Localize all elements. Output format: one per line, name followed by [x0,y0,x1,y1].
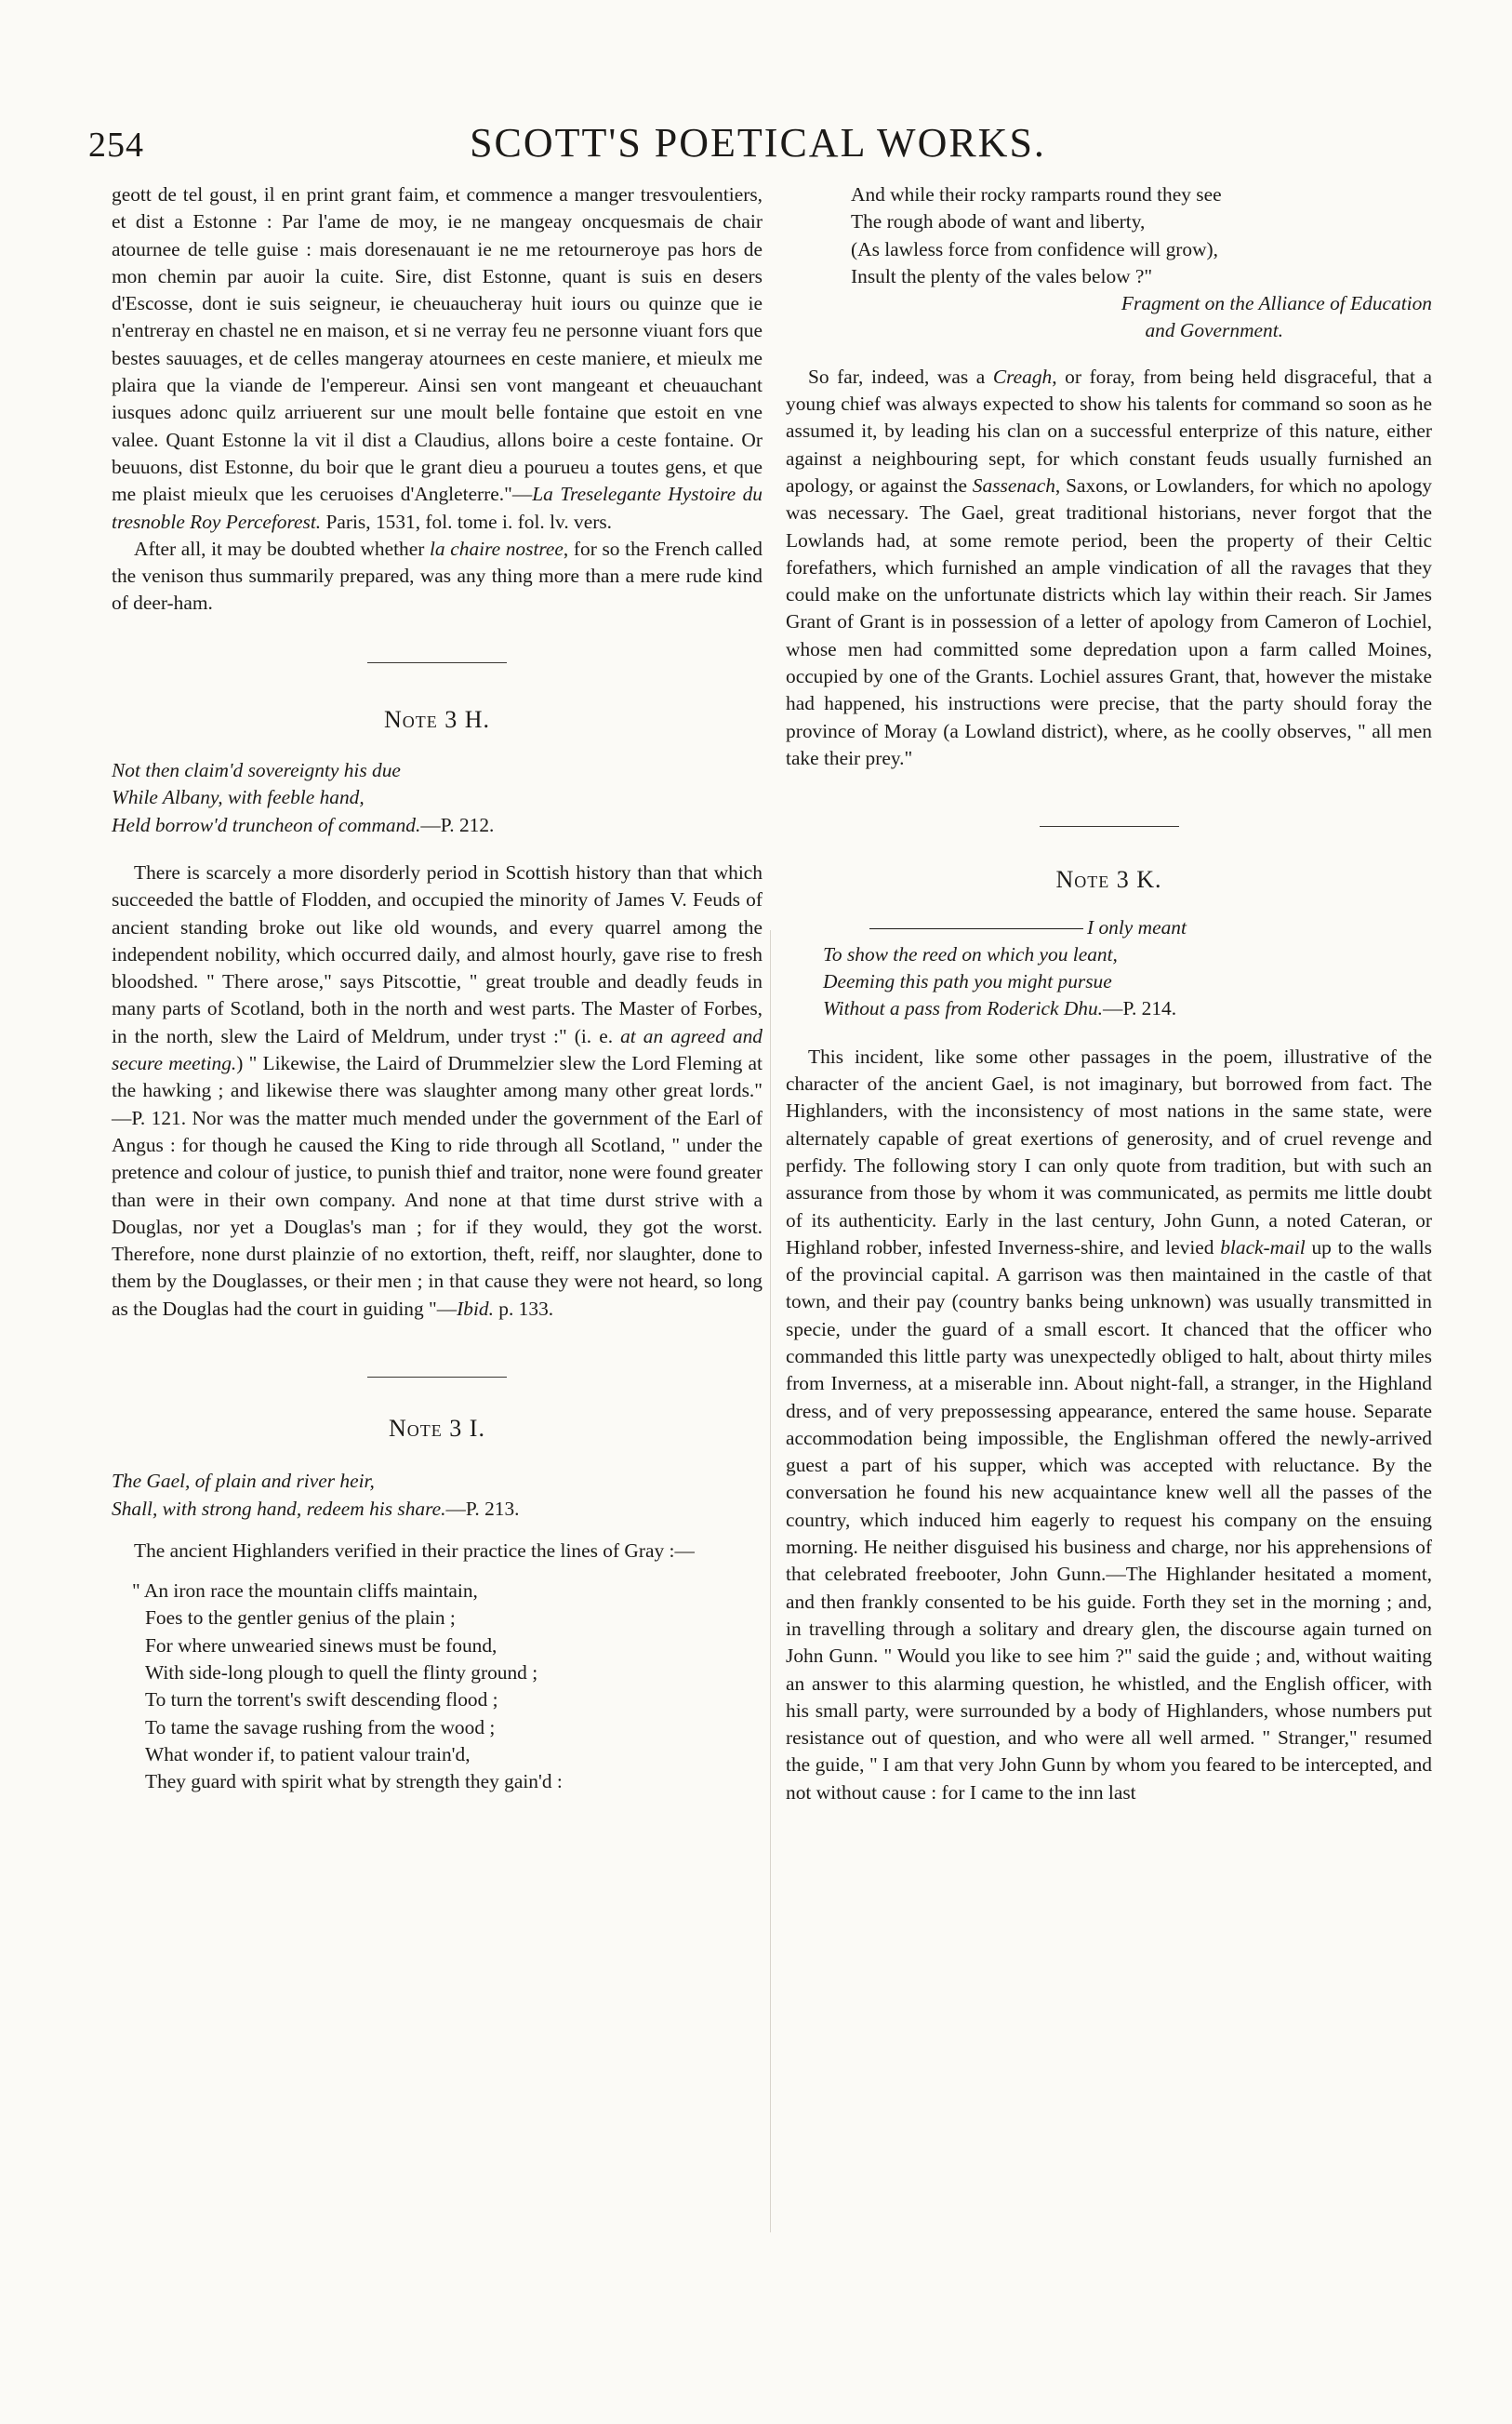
poem-source: and Government. [1145,319,1283,342]
poem-quote: " An iron race the mountain cliffs maintain, Foes to the gentler genius of the plain ; For where unwearied sinews must be found, With side-long plough to quell the flinty ground ; To turn the torrent's swift descending flood ; To tame the savage rushing from the wood ; What wonder if, to patient valour train'd, They guard with spirit what by strength they gain'd : [132,1579,563,1793]
epigraph: I only meant To show the reed on which you leant, Deeming this path you might pursue Without a pass from Roderick Dhu.—P. 214. [823,915,1187,1020]
paragraph: After all, it may be doubted whether la chaire nostree, for so the French called the venison thus summarily prepared, was any thing more than a mere rude kind of deer-ham. [112,537,763,615]
note-heading: Note 3 H. [383,705,491,733]
page-number: 254 [88,126,144,165]
citation: —P. 213. [445,1497,520,1520]
citation: —P. 214. [1103,997,1177,1020]
page-header [88,119,1427,175]
column-divider [770,930,771,2232]
right-column [786,181,1432,1806]
epigraph: The Gael, of plain and river heir, Shall, with strong hand, redeem his share.—P. 213. [112,1470,520,1520]
paragraph: geott de tel goust, il en print grant faim, et commence a manger tresvoulentiers, et dist a Estonne : Par l'ame de moy, ie ne mangeay oncquesmais de chair atournee de telle guise : mais doresenauant ie ne me retourneroye pas hors de mon chemin par auoir la cuite. Sire, dist Estonne, quant is suis en desers d'Escosse, dont ie suis seigneur, ie cheuaucheray huit iours ou quinze que ie n'entreray en chastel ne en maison, et si ne verray feu ne personne viuant fors que bestes sauuages, et de celles mangeray atournees en ceste maniere, et mieulx me plaira que la viande de l'empereur. Ainsi sen vont mangeant et cheuauchant iusques adonc quilz arriuerent sur une moult belle fontaine que estoit en vne valee. Quant Estonne la vit il dist a Claudius, allons boire a ceste fontaine. Or beuuons, dist Estonne, du boir que le grant dieu a pourueu a toutes gens, et que me plaist mieulx que les ceruoises d'Angleterre."—La Treselegante Hystoire du tresnoble Roy Perceforest. Paris, 1531, fol. tome i. fol. lv. vers. [112,183,763,533]
poem-source: Fragment on the Alliance of Education [1121,292,1432,315]
paragraph: This incident, like some other passages in the poem, illustrative of the character of the ancient Gael, is not imaginary, but borrowed from fact. The Highlanders, with the inconsistency of most nations in the same state, were alternately capable of great exertions of generosity, and of cruel revenge and perfidy. The following story I can only quote from tradition, but with such an assurance from those by whom it was communicated, as permits me little doubt of its authenticity. Early in the last century, John Gunn, a noted Cateran, or Highland robber, infested Inverness-shire, and levied black-mail up to the walls of the provincial capital. A garrison was then maintained in the castle of that town, and their pay (country banks being unknown) was usually transmitted in specie, under the guard of a small escort. It chanced that the officer who commanded this little party was unexpectedly obliged to halt, about thirty miles from Inverness, at a miserable inn. About night-fall, a stranger, in the Highland dress, and of very prepossessing appearance, entered the same house. Separate accommodation being impossible, the Englishman offered the newly-arrived guest a part of his supper, which was accepted with reluctance. By the conversation he found his new acquaintance knew well all the passes of the country, which induced him eagerly to request his company on the ensuing morning. He neither disguised his business and charge, nor his apprehensions of that celebrated freebooter, John Gunn.—The Highlander hesitated a moment, and then frankly consented to be his guide. Forth they set in the morning ; and, in travelling through a solitary and dreary glen, the discourse again turned on John Gunn. " Would you like to see him ?" said the guide ; and, without waiting an answer to this alarming question, he whistled, and the English officer, with his small party, were surrounded by a body of Highlanders, whose numbers put resistance out of question, and who were all well armed. " Stranger," resumed the guide, " I am that very John Gunn by whom you feared to be intercepted, and not without cause : for I came to the inn last [786,1045,1432,1804]
left-column [112,181,763,1796]
poem-quote-continued: And while their rocky ramparts round they see The rough abode of want and liberty, (As lawless force from confidence will grow), Insult the plenty of the vales below ?" [851,183,1222,287]
paragraph: So far, indeed, was a Creagh, or foray, from being held disgraceful, that a young chief was always expected to show his talents for command so soon as he assumed it, by leading his clan on a successful enterprize of this nature, either against a neighbouring sept, for which constant feuds usually furnished an apology, or against the Sassenach, Saxons, or Lowlanders, for which no apology was necessary. The Gael, great traditional historians, never forgot that the Lowlands had, at some remote period, been the property of their Celtic forefathers, which furnished an ample vindication of all the ravages that they could make on the unfortunate districts which lay within their reach. Sir James Grant of Grant is in possession of a letter of apology from Cameron of Lochiel, whose men had committed some depredation upon a farm called Moines, occupied by one of the Grants. Lochiel assures Grant, that, however the mistake had happened, his instructions were precise, that the party should foray the province of Moray (a Lowland district), where, as he coolly observes, " all men take their prey." [786,365,1432,769]
note-heading: Note 3 I. [389,1414,485,1442]
paragraph: There is scarcely a more disorderly period in Scottish history than that which succeeded the battle of Flodden, and occupied the minority of James V. Feuds of ancient standing broke out like old wounds, and every quarrel among the independent nobility, which occurred daily, and almost hourly, gave rise to fresh bloodshed. " There arose," says Pitscottie, " great trouble and deadly feuds in many parts of Scotland, both in the north and west parts. The Master of Forbes, in the north, slew the Laird of Meldrum, under tryst :" (i. e. at an agreed and secure meeting.) " Likewise, the Laird of Drummelzier slew the Lord Fleming at the hawking ; and likewise there was slaughter among many other great lords." —P. 121. Nor was the matter much mended under the government of the Earl of Angus : for though he caused the King to ride through all Scotland, " under the pretence and colour of justice, to punish thief and traitor, none were found greater than were in their own company. And none at that time durst strive with a Douglas, nor yet a Douglas's man ; for if they would, they got the worst. Therefore, none durst plainzie of no extortion, theft, reiff, nor slaughter, done to them by the Douglasses, or their men ; in that cause they were not heard, so long as the Douglas had the court in guiding "—Ibid. p. 133. [112,860,763,1320]
running-title: SCOTT'S POETICAL WORKS. [470,120,1046,166]
note-heading: Note 3 K. [1055,866,1162,894]
paragraph: The ancient Highlanders verified in their practice the lines of Gray :— [134,1538,695,1562]
citation: —P. 212. [420,813,495,836]
dash-rule [869,928,1083,929]
epigraph: Not then claim'd sovereignty his due While Albany, with feeble hand, Held borrow'd truncheon of command.—P. 212. [112,759,495,836]
